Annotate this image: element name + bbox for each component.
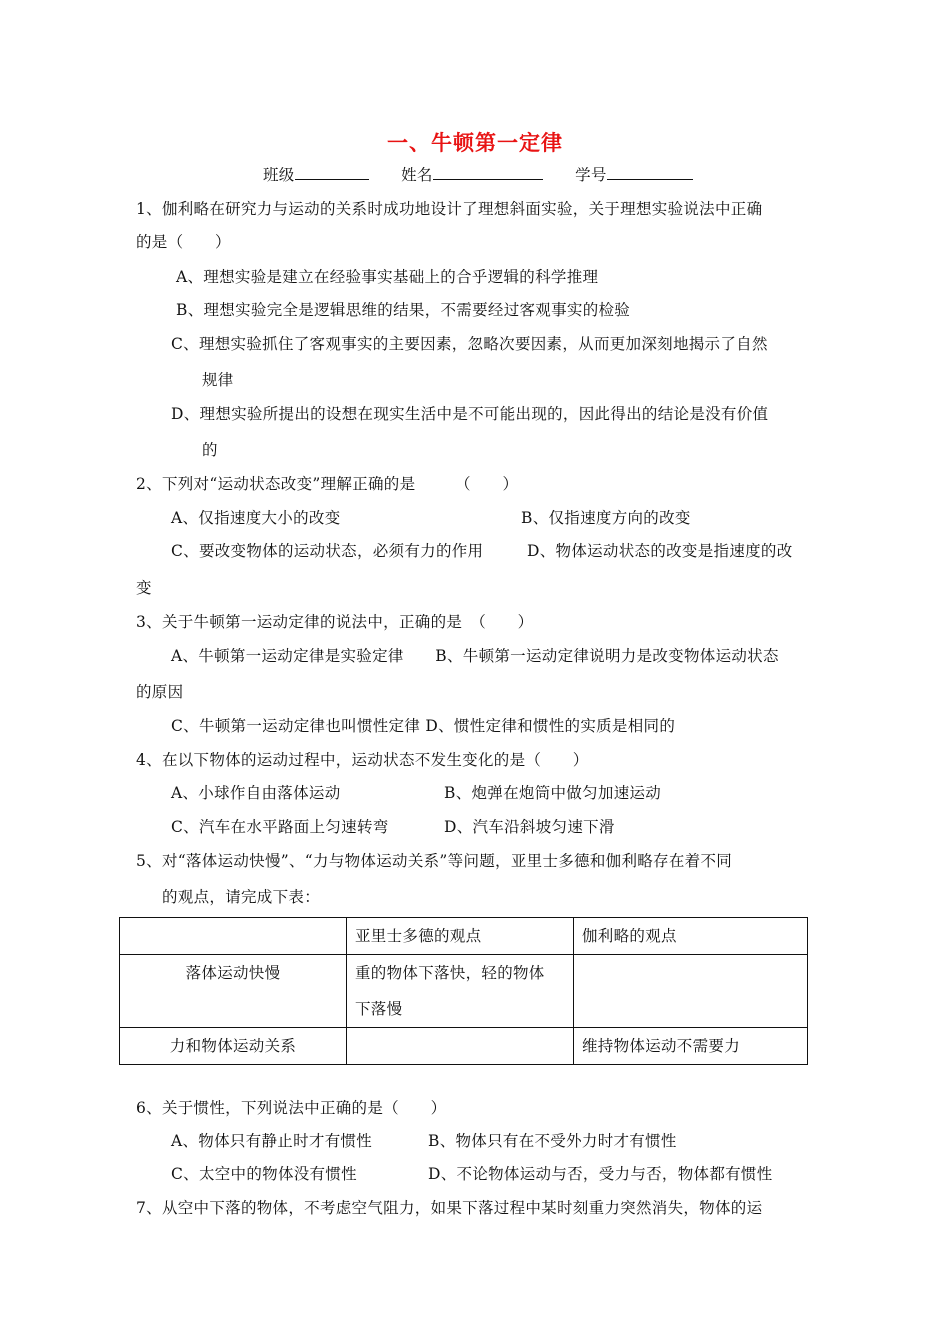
table-row — [120, 955, 808, 1028]
q6-stem: 6、关于惯性，下列说法中正确的是（ ） — [136, 1099, 447, 1117]
q6-option-c: C、太空中的物体没有惯性 — [171, 1165, 357, 1183]
q2-option-b: B、仅指速度方向的改变 — [521, 509, 691, 527]
q4-stem: 4、在以下物体的运动过程中，运动状态不发生变化的是（ ） — [136, 751, 589, 769]
table-cell-aristotle — [347, 955, 574, 1028]
table-header-cell — [120, 918, 347, 955]
q1-option-d-line2: 的 — [202, 441, 218, 459]
table-row — [120, 1028, 808, 1065]
q6-option-a: A、物体只有静止时才有惯性 — [171, 1132, 373, 1150]
q2-option-d-line1: D、物体运动状态的改变是指速度的改 — [527, 542, 793, 560]
q3-options-ab-line2: 的原因 — [136, 683, 184, 701]
q1-option-c-line2: 规律 — [202, 371, 234, 389]
cell-text: 重的物体下落快，轻的物体 — [355, 964, 545, 982]
table-header-row — [120, 918, 808, 955]
q2-option-d-line2: 变 — [136, 579, 152, 597]
q2-stem: 2、下列对“运动状态改变”理解正确的是 （ ） — [136, 475, 519, 493]
page-title: 一、牛顿第一定律 — [387, 131, 563, 155]
table-cell-aristotle[interactable] — [347, 1028, 574, 1065]
q7-stem-line1: 7、从空中下落的物体，不考虑空气阻力，如果下落过程中某时刻重力突然消失，物体的运 — [136, 1199, 763, 1217]
q6-option-d: D、不论物体运动与否，受力与否，物体都有惯性 — [428, 1165, 773, 1183]
table-cell-galileo: 维持物体运动不需要力 — [574, 1028, 808, 1065]
q3-options-ab-line1: A、牛顿第一运动定律是实验定律 B、牛顿第一运动定律说明力是改变物体运动状态 — [171, 647, 779, 665]
q1-stem-line2: 的是（ ） — [136, 233, 231, 251]
table-cell-label: 力和物体运动关系 — [120, 1028, 347, 1065]
student-info-line — [263, 163, 693, 185]
class-label: 班级 — [263, 166, 295, 184]
q4-option-d: D、汽车沿斜坡匀速下滑 — [444, 818, 615, 836]
q1-option-c-line1: C、理想实验抓住了客观事实的主要因素，忽略次要因素，从而更加深刻地揭示了自然 — [171, 335, 768, 353]
comparison-table — [119, 917, 808, 1065]
q4-option-a: A、小球作自由落体运动 — [171, 784, 341, 802]
q3-stem: 3、关于牛顿第一运动定律的说法中，正确的是 （ ） — [136, 613, 534, 631]
name-label: 姓名 — [401, 166, 433, 184]
q6-option-b: B、物体只有在不受外力时才有惯性 — [428, 1132, 677, 1150]
q2-option-c: C、要改变物体的运动状态，必须有力的作用 — [171, 542, 484, 560]
table-header-cell: 亚里士多德的观点 — [347, 918, 574, 955]
q2-option-a: A、仅指速度大小的改变 — [171, 509, 341, 527]
q5-stem-line2: 的观点，请完成下表： — [162, 888, 321, 906]
q3-options-cd: C、牛顿第一运动定律也叫惯性定律 D、惯性定律和惯性的实质是相同的 — [171, 717, 676, 735]
q5-stem-line1: 5、对“落体运动快慢”、“力与物体运动关系”等问题，亚里士多德和伽利略存在着不同 — [136, 852, 733, 870]
table-cell-galileo[interactable] — [574, 955, 808, 1028]
q1-stem-line1: 1、伽利略在研究力与运动的关系时成功地设计了理想斜面实验，关于理想实验说法中正确 — [136, 200, 763, 218]
q1-option-b: B、理想实验完全是逻辑思维的结果，不需要经过客观事实的检验 — [176, 301, 631, 319]
name-field[interactable] — [433, 163, 543, 180]
table-cell-label: 落体运动快慢 — [120, 955, 347, 1028]
id-field[interactable] — [607, 163, 693, 180]
class-field[interactable] — [295, 163, 369, 180]
q1-option-a: A、理想实验是建立在经验事实基础上的合乎逻辑的科学推理 — [176, 268, 599, 286]
q4-option-c: C、汽车在水平路面上匀速转弯 — [171, 818, 389, 836]
table-header-cell: 伽利略的观点 — [574, 918, 808, 955]
id-label: 学号 — [575, 166, 607, 184]
cell-text: 下落慢 — [355, 1000, 403, 1018]
q4-option-b: B、炮弹在炮筒中做匀加速运动 — [444, 784, 662, 802]
q1-option-d-line1: D、理想实验所提出的设想在现实生活中是不可能出现的，因此得出的结论是没有价值 — [171, 405, 769, 423]
